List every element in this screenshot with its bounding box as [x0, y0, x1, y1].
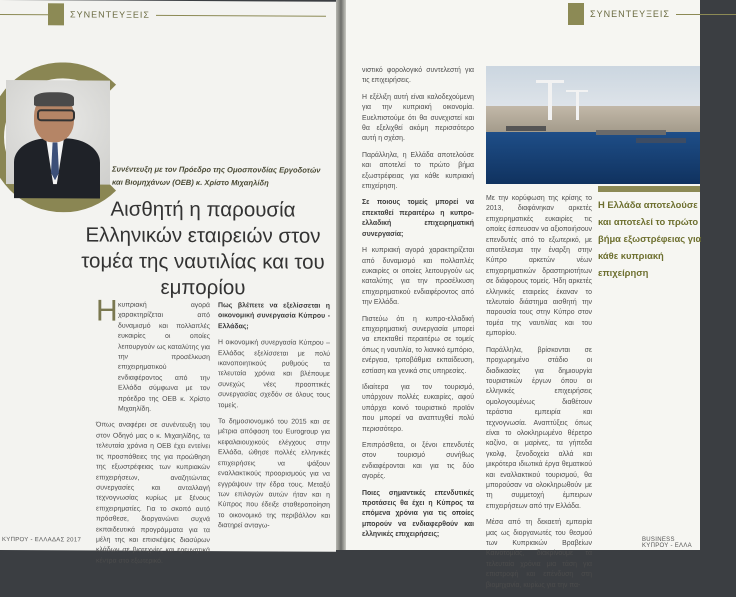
paragraph: Η κυπριακή αγορά χαρακτηρίζεται από δυναμισμό και πολλαπλές ευκαιρίες οι οποίες λειτουργούν ως καταλύτης για την προσέλκυση επιχειρηματικού ενδιαφέροντος από την Ελλάδα.: [362, 247, 474, 307]
paragraph: νιστικό φορολογικό συντελεστή για τις επιχειρήσεις.: [362, 67, 474, 85]
section-tab-left: [0, 3, 326, 27]
right-column-1: [362, 66, 474, 547]
question: Ποιες σημαντικές επενδυτικές προτάσεις θα έχει η Κύπρος τα επόμενα χρόνια για τις οποίες μπορούν να ενδιαφερθούν και ελληνικές επιχειρήσεις;: [362, 489, 474, 539]
left-column-2: [218, 301, 330, 538]
right-column-2: [486, 194, 592, 597]
drop-cap: Η: [96, 294, 118, 328]
paragraph: Με την κορύφωση της κρίσης το 2013, διαφάνηκαν αρκετές επιχειρηματικές ευκαιρίες τις οποίες έσπευσαν να αξιοποιήσουν επενδυτές από το εξωτερικό, με αποτέλεσμα την έναρξη στην Κύπρο αρκετών νέων επιχειρηματικών δραστηριοτήτων σε διάφορους τομείς. Ήδη αρκετές ελληνικές εταιρείες έκαναν το τελευταίο διάστημα αισθητή την παρουσία τους στην Κύπρο στον τομέα της ναυτιλίας και του εμπορίου.: [486, 195, 592, 338]
paragraph: Το δημοσιονομικό του 2015 και σε μέτρια απόφαση του Eurogroup για κεφαλαιουχικούς ελέγχους στην Ελλάδα, ώθησε πολλές ελληνικές επιχειρήσεις να ψάξουν εναλλακτικούς προορισμούς για να εγγράψουν την έδρα τους. Μεταξύ των επιλογών αυτών ήταν και η Κύπρος που έδειξε σταθεροποίηση το οικονομικό της περιβάλλον και διατηρεί ανταγω-: [218, 418, 330, 530]
paragraph: κυπριακή αγορά χαρακτηρίζεται από δυναμισμό και πολλαπλές ευκαιρίες οι οποίες λειτουργούν ως καταλύτης για την προσέλκυση επιχειρηματικού ενδιαφέροντος από την Ελλάδα σύμφωνα με τον πρόεδρο της ΟΕΒ κ. Χρίστο Μιχαηλίδη.: [118, 301, 210, 413]
paragraph: Ιδιαίτερα για τον τουρισμό, υπάρχουν πολλές ευκαιρίες, αφού υπάρχει κοινό τουριστικό προϊόν που μπορεί να αναπτυχθεί πολύ περισσότερο.: [362, 383, 474, 433]
portrait-photo: [6, 80, 110, 185]
paragraph: Επιπρόσθετα, οι ξένοι επενδυτές στον τουρισμό συνήθως ενδιαφέρονται και για τις δύο αγορές.: [362, 442, 474, 481]
pull-quote-rule: [598, 186, 700, 192]
tab-marker: [568, 3, 584, 25]
interview-intro: Συνέντευξη με τον Πρόεδρο της Ομοσπονδίας Εργοδοτών και Βιομηχάνων (ΟΕΒ) κ. Χρίστο Μιχαηλίδη: [112, 164, 321, 188]
article-title: Αισθητή η παρουσία Ελληνικών εταιρειών στον τομέα της ναυτιλίας και του εμπορίου: [81, 197, 325, 300]
footer-left: ΚΥΠΡΟΥ - ΕΛΛΑΔΑΣ 2017: [2, 537, 82, 544]
port-photo: [486, 66, 700, 184]
paragraph: Παράλληλα, βρίσκονται σε προχωρημένο στάδιο οι διαδικασίες για δημιουργία τουριστικών έργων όπου οι ελληνικές επιχειρήσεις ομολογουμένως διαθέτουν τεράστια εμπειρία και τεχνογνωσία. Αναπτύξεις όπως είναι το ολοκληρωμένο θέρετρο καζίνο, οι μαρίνες, τα γήπεδα γκολφ, ξενοδοχεία αλλά και μικρότερα ιδιωτικά έργα θεματικού και εναλλακτικού τουρισμού, θα μπορούσαν να ολοκληρωθούν με τη συμμετοχή έμπειρων επιχειρήσεων από την Ελλάδα.: [486, 346, 592, 510]
paragraph: Η οικονομική συνεργασία Κύπρου – Ελλάδας εξελίσσεται με πολύ ικανοποιητικούς ρυθμούς τα τελευταία χρόνια και βλέπουμε συνεχώς νέες προοπτικές συνεργασίας σχεδόν σε όλους τους τομείς.: [218, 339, 330, 409]
paragraph: Πιστεύω ότι η κυπρο-ελλαδική επιχειρηματική συνεργασία μπορεί να επεκταθεί περαιτέρω σε τομείς όπως η ναυτιλία, το λιανικό εμπόριο, ενέργεια, τριτοβάθμια εκπαίδευση, εστίαση και γενικά στις υπηρεσίες.: [362, 315, 474, 375]
paragraph: Όπως αναφέρει σε συνέντευξη του στον Οδηγό μας ο κ. Μιχαηλίδης, τα τελευταία χρόνια η ΟΕΒ έχει εντείνει τις προσπάθειες της για προώθηση της εξωστρέφειας των κυπριακών επιχειρήσεων, αναζητώντας συνεργασίες και ανταλλαγή τεχνογνωσίας κυρίως με ξένους επιχειρηματίες. Για το σκοπό αυτό πρόσθεσε, διοργανώνει συχνά εκπαιδευτικά προγράμματα για τα μέλη της και επισκέψεις διασύρων κλάδων σε βιοτεχνίες και ερευνητικά κέντρα στο εξωτερικό.: [96, 421, 210, 565]
section-tab-label: ΣΥΝΕΝΤΕΥΞΕΙΣ: [70, 9, 150, 20]
question: Σε ποιους τομείς μπορεί να επεκταθεί περαιτέρω η κυπρο-ελλαδική επιχειρηματική συνεργασία;: [362, 199, 474, 238]
section-tab-right: [568, 3, 736, 25]
paragraph: Η εξέλιξη αυτή είναι καλοδεχούμενη για την κυπριακή οικονομία. Ευελπιστούμε ότι θα συνεχιστεί και θα εξελιχθεί ακόμη περισσότερο αυτή η σχέση.: [362, 93, 474, 143]
section-tab-label: ΣΥΝΕΝΤΕΥΞΕΙΣ: [590, 9, 670, 19]
page-gutter: [336, 0, 346, 550]
pull-quote: Η Ελλάδα αποτελούσε και αποτελεί το πρώτο βήμα εξωστρέφειας για κάθε κυπριακή επιχείρηση: [598, 199, 702, 278]
paragraph: Μέσα από τη δεκαετή εμπειρία μας ως διοργανωτές του θεσμού των Κυπριακών Βραβείων Καινοτομίας, διακρίνουμε τα τελευταία χρόνια μια τάση για επιστροφή και επένδυση στη βιομηχανία, κυρίως για την πα-: [486, 519, 592, 589]
question: Πως βλέπετε να εξελίσσεται η οικονομική συνεργασία Κύπρου - Ελλάδας;: [218, 302, 330, 331]
left-column-1: [96, 301, 210, 574]
footer-right: BUSINESS ΚΥΠΡΟΥ - ΕΛΛΑ: [642, 537, 692, 549]
left-page: [0, 0, 336, 565]
tab-marker: [48, 3, 64, 25]
paragraph: Παράλληλα, η Ελλάδα αποτελούσε και αποτελεί το πρώτο βήμα εξωστρέφειας για κάθε κυπριακή επιχείρηση.: [362, 151, 474, 191]
right-page: [346, 0, 702, 589]
